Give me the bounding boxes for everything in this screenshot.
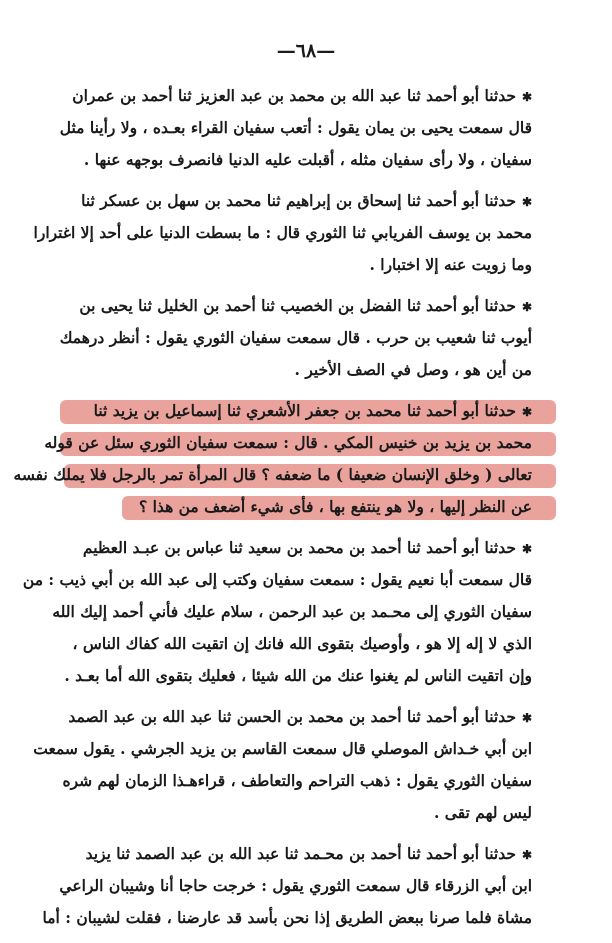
hadith-paragraph [33,185,532,281]
hadith-paragraph [59,80,532,176]
text-line: ✱حدثنا أبو أحمد ثنا عبد الله بن محمد بن عبد العزيز ثنا أحمد بن عمران [72,80,532,112]
text-line: ابن أبي الزرقاء قال سمعت الثوري يقول : خرجت حاجا أنا وشيبان الراعي [59,876,532,895]
highlighted-paragraph [13,395,532,523]
text-line: الذي لا إله إلا هو ، وأوصيك بتقوى الله فانك إن اتقيت الله كفاك الناس ، [72,634,532,653]
page-number: —٦٨— [276,40,336,62]
bullet-icon: ✱ [521,848,532,862]
text-line: أيوب ثنا شعيب بن حرب . قال سمعت سفيان الثوري يقول : أنظر درهمك [59,328,532,347]
bullet-icon: ✱ [521,405,532,419]
text-line: وما زويت عنه إلا اختبارا . [369,255,532,274]
text-line: سفيان الثوري إلى محـمد بن عبد الرحمن ، سلام عليك فأني أحمد إليك الله [52,602,532,621]
text-line: ✱حدثنا أبو أحمد ثنا أحمد بن محـمد ثنا عبد الله بن عبد الصمد ثنا يزيد [72,838,532,870]
text-line: من أين هو ، وصل في الصف الأخير . [294,360,532,379]
text-line: ✱حدثنا أبو أحمد ثنا أحمد بن محمد بن الحسن ثنا عبد الله بن عبد الصمد [72,701,532,733]
text-line: قال سمعت أبا نعيم يقول : سمعت سفيان وكتب إلى عبد الله بن أبي ذيب : من [22,570,532,589]
text-line: سفيان ، ولا رأى سفيان مثله ، أقبلت عليه الدنيا فانصرف بوجهه عنها . [83,150,532,169]
hadith-paragraph [22,532,532,692]
text-line: ابن أبي خـداش الموصلي قال سمعت القاسم بن يزيد الجرشي . يقول سمعت [33,739,532,758]
highlighted-line: ✱حدثنا أبو أحمد ثنا محمد بن جعفر الأشعري ثنا إسماعيل بن يزيد ثنا [72,395,532,427]
bullet-icon: ✱ [521,195,532,209]
text-line: ✱حدثنا أبو أحمد ثنا إسحاق بن إبراهيم ثنا محمد بن سهل بن عسكر ثنا [72,185,532,217]
text-line: ✱حدثنا أبو أحمد ثنا أحمد بن محمد بن سعيد ثنا عباس بن عبـد العظيم [72,532,532,564]
highlighted-line: محمد بن يزيد بن خنيس المكي . قال : سمعت سفيان الثوري سئل عن قوله [72,427,532,459]
text-line: سفيان الثوري يقول : ذهب التراحم والتعاطف ، قراءهـذا الزمان لهم شره [62,771,532,790]
hadith-paragraph [33,701,532,829]
hadith-paragraph [42,838,532,934]
text-line: قال سمعت يحيى بن يمان يقول : أتعب سفيان القراء بعـده ، ولا رأينا مثل [59,118,532,137]
text-line: ✱حدثنا أبو أحمد ثنا الفضل بن الخصيب ثنا أحمد بن الخليل ثنا يحيى بن [72,290,532,322]
text-line: مشاة فلما صرنا ببعض الطريق إذا نحن بأسد قد عارضنا ، فقلت لشيبان : أما [42,908,532,927]
text-line: محمد بن يوسف الفريابي ثنا الثوري قال : ما بسطت الدنيا على أحد إلا اغترارا [33,223,532,242]
page-body [13,80,532,943]
text-line: ليس لهم تقى . [433,803,532,822]
text-line: وإن اتقيت الناس لم يغنوا عنك من الله شيئا ، فعليك بتقوى الله أما بعـد . [64,666,532,685]
bullet-icon: ✱ [521,90,532,104]
bullet-icon: ✱ [521,711,532,725]
highlighted-line: تعالى ( وخلق الإنسان ضعيفا ) ما ضعفه ؟ قال المرأة تمر بالرجل فلا يملك نفسه [72,459,532,491]
bullet-icon: ✱ [521,300,532,314]
hadith-paragraph [59,290,532,386]
bullet-icon: ✱ [521,542,532,556]
highlighted-line: عن النظر إليها ، ولا هو ينتفع بها ، فأى شيء أضعف من هذا ؟ [72,491,532,523]
